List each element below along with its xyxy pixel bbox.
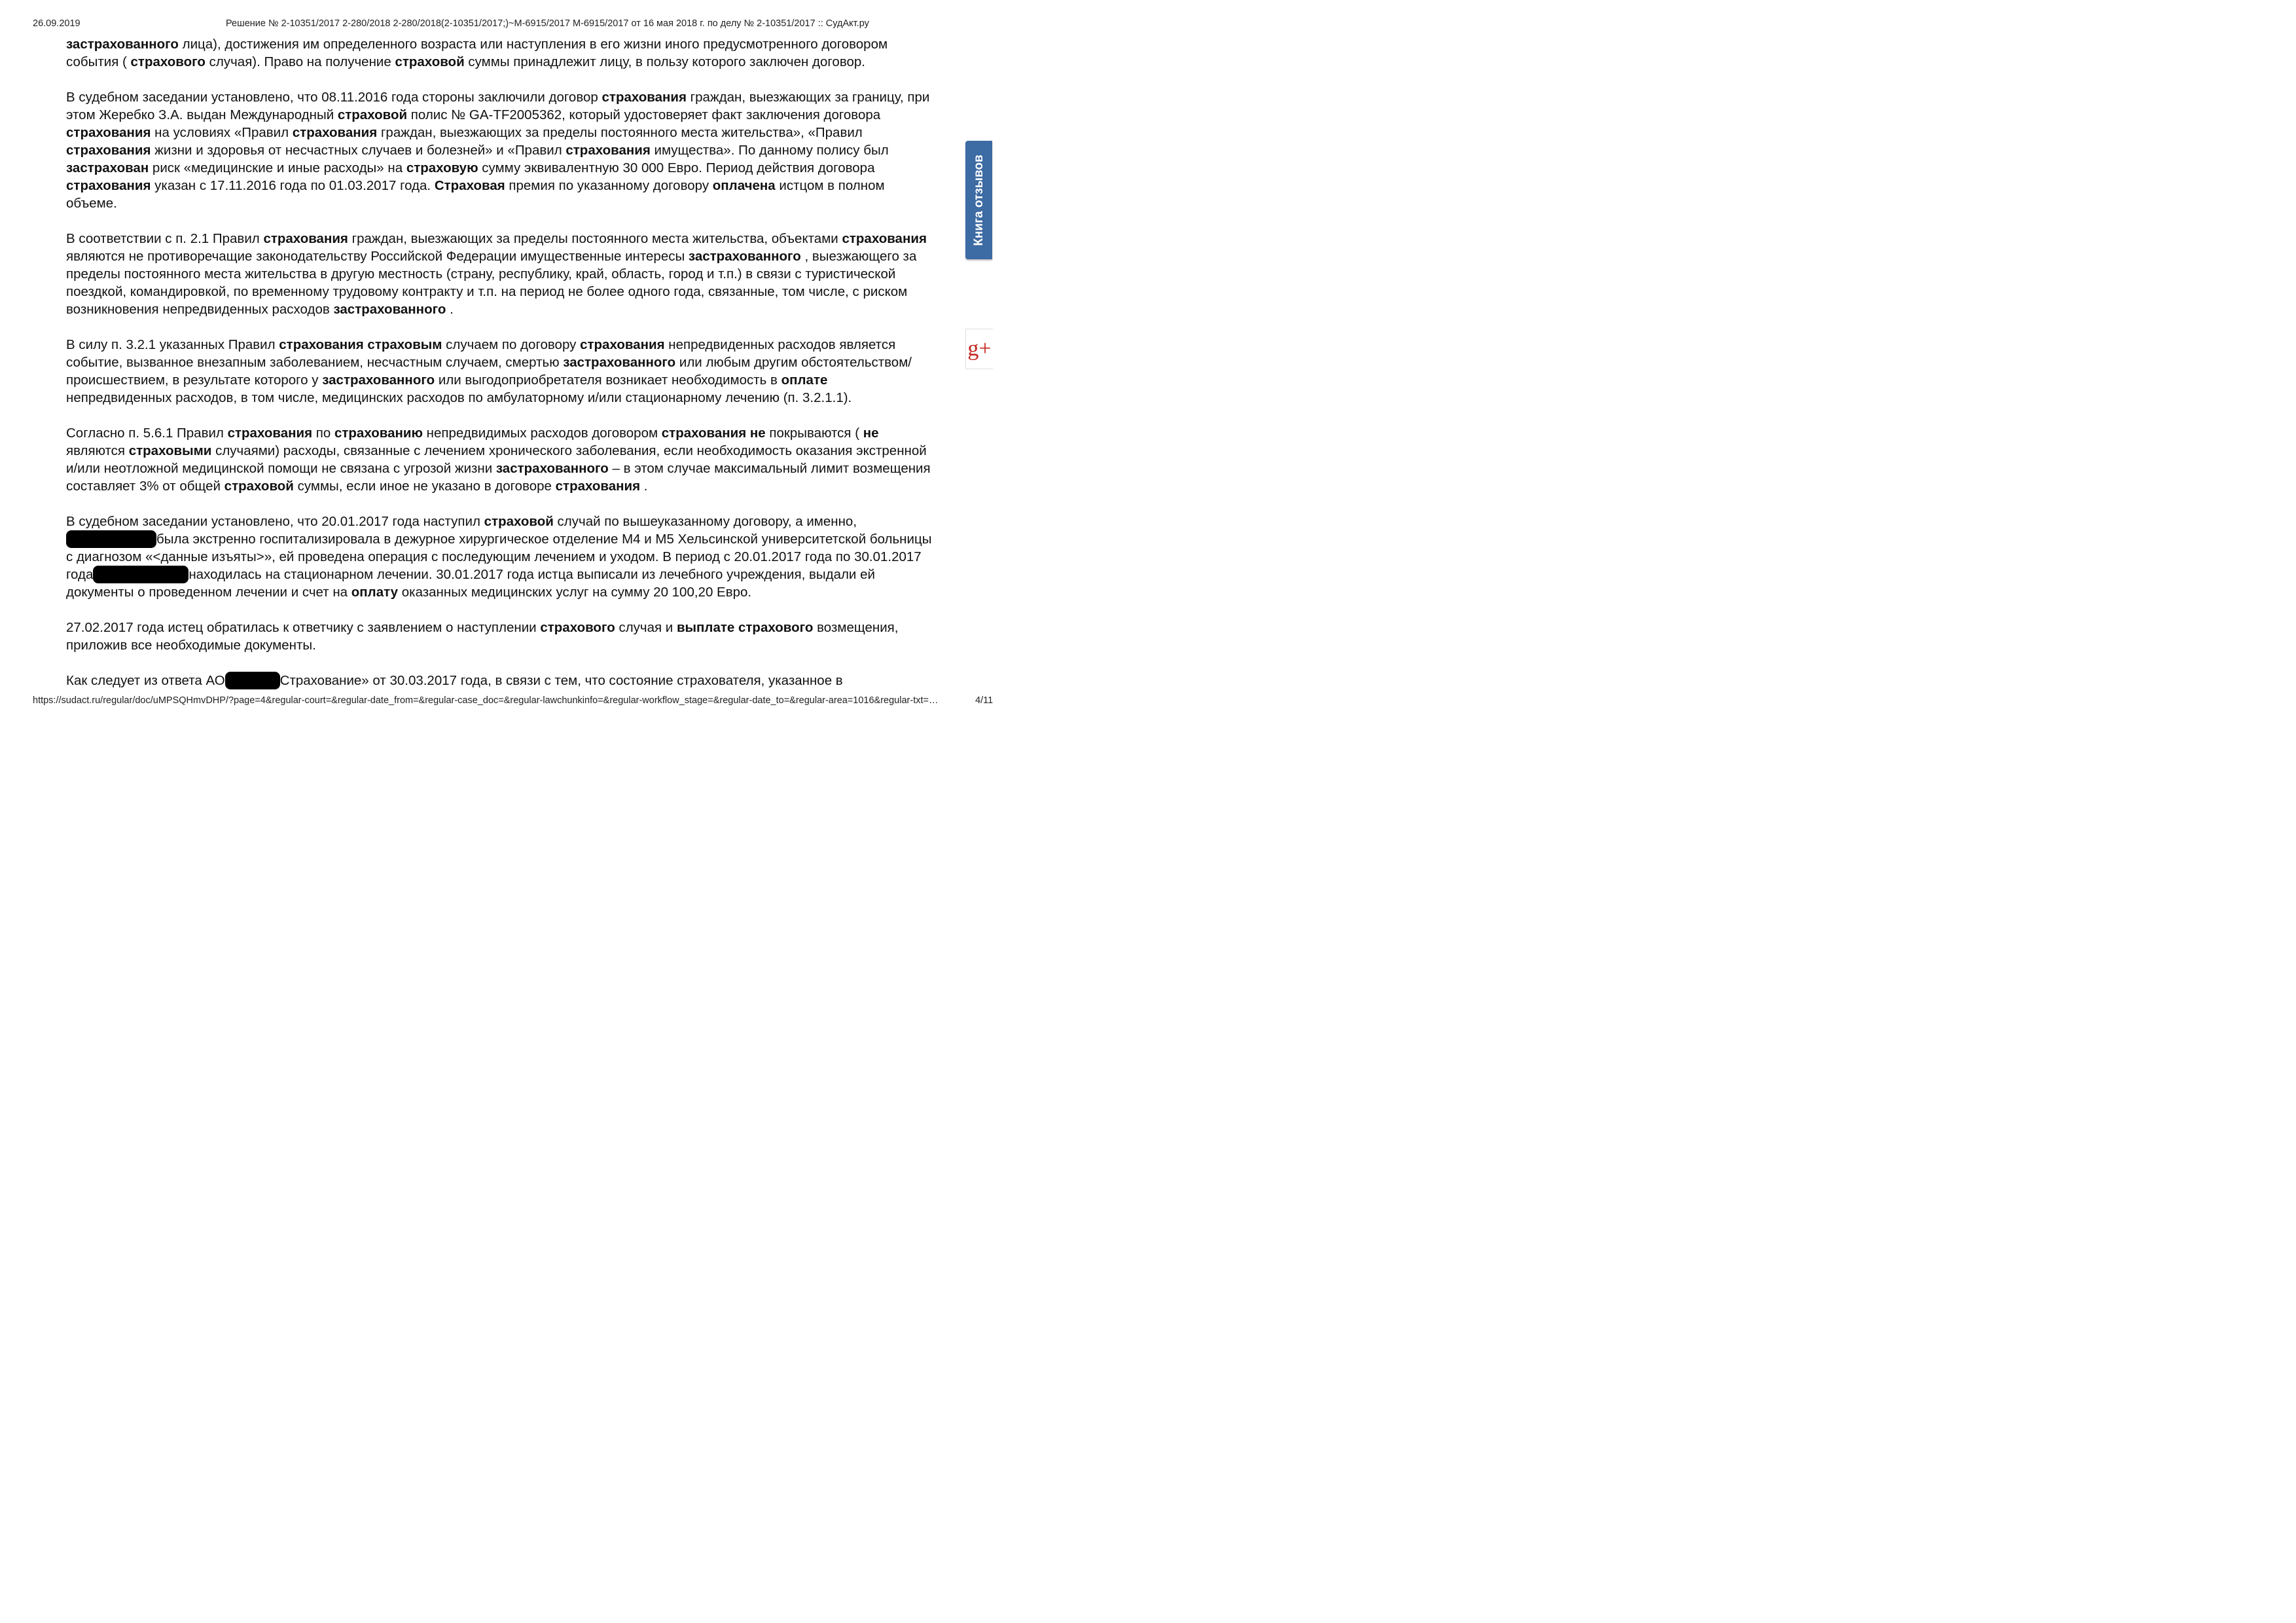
feedback-book-label: Книга отзывов	[971, 154, 986, 246]
redaction-mark	[225, 672, 280, 689]
text-run: полис № GA-TF2005362, который удостоверяет факт заключения договора	[407, 107, 881, 122]
text-run: случая и	[615, 620, 677, 635]
highlighted-term: не	[863, 426, 879, 441]
text-run: Как следует из ответа АО	[66, 673, 225, 688]
text-run: являются не противоречащие законодательству Российской Федерации имущественные интересы	[66, 249, 689, 264]
print-date: 26.09.2019	[33, 18, 81, 29]
text-run: В силу п. 3.2.1 указанных Правил	[66, 337, 279, 352]
highlighted-term: страхового	[540, 620, 615, 635]
highlighted-term: застрахованного	[495, 461, 609, 476]
highlighted-term: оплате	[781, 373, 828, 388]
text-run: граждан, выезжающих за пределы постоянного места жительства», «Правил	[377, 125, 863, 140]
text-run: на условиях «Правил	[151, 125, 293, 140]
highlighted-term: страхования	[842, 231, 927, 246]
text-run: случай по вышеуказанному договору, а именно,	[553, 514, 857, 529]
highlighted-term: оплату	[351, 585, 399, 600]
text-run: жизни и здоровья от несчастных случаев и болезней» и «Правил	[151, 143, 566, 158]
text-run: 27.02.2017 года истец обратилась к ответчику с заявлением о наступлении	[66, 620, 541, 635]
text-run: по	[312, 426, 334, 441]
text-run: суммы, если иное не указано в договоре	[293, 479, 556, 494]
text-run: В судебном заседании установлено, что 20.01.2017 года наступил	[66, 514, 484, 529]
highlighted-term: страховой	[337, 107, 408, 122]
text-run: премия по указанному договору	[505, 178, 713, 193]
highlighted-term: страховыми	[128, 443, 212, 458]
text-run: была экстренно госпитализировала в дежурное хирургическое отделение М4 и М5 Хельсинской университетской больницы с диагнозом «<данные изъяты>», ей проведена операция с последующим лечением и уходом. В период с 20.01.2017 года по 30.01.2017 года	[66, 532, 932, 582]
paragraph	[66, 336, 937, 407]
text-run: – в этом случае максимальный лимит возмещения составляет 3% от общей	[66, 461, 931, 494]
print-url: https://sudact.ru/regular/doc/uMPSQHmvDHP/?page=4&regular-court=&regular-date_from=&regular-case_doc=&regular-lawchunkinfo=&regular-workflow_stage=&regular-date_to=&regular-area=1016&regular-txt=…	[33, 695, 939, 706]
text-run: или любым другим обстоятельством/ происшествием, в результате которого у	[66, 355, 912, 388]
text-run: случаями) расходы, связанные с лечением хронического заболевания, если необходимость оказания экстренной и/или неотложной медицинской помощи не связана с угрозой жизни	[66, 443, 927, 476]
highlighted-term: оплачена	[712, 178, 776, 193]
highlighted-term: страхования	[66, 143, 151, 158]
highlighted-term: страхования	[292, 125, 378, 140]
google-plus-button[interactable]	[965, 329, 993, 369]
text-run: являются	[66, 443, 129, 458]
paragraph	[66, 513, 937, 601]
text-run: сумму эквивалентную 30 000 Евро. Период действия договора	[478, 160, 875, 175]
paragraph	[66, 35, 937, 71]
highlighted-term: страхования	[66, 178, 151, 193]
highlighted-term: страхового	[130, 54, 206, 69]
text-run: граждан, выезжающих за границу, при этом Жеребко З.А. выдан Международный	[66, 90, 930, 122]
text-run: или выгодоприобретателя возникает необходимость в	[435, 373, 781, 388]
paragraph	[66, 619, 937, 654]
text-run: непредвидимых расходов договором	[422, 426, 662, 441]
highlighted-term: страховой	[395, 54, 465, 69]
paragraph	[66, 88, 937, 212]
highlighted-term: страхования	[66, 125, 151, 140]
text-run: возмещения, приложив все необходимые документы.	[66, 620, 899, 653]
text-run: , выезжающего за пределы постоянного места жительства в другую местность (страну, республику, край, область, город и т.п.) в связи с туристической поездкой, командировкой, по временному трудовому контракту и т.п. на период не более одного года, связанные, том числе, с риском возникновения непредвиденных расходов	[66, 249, 917, 317]
text-run: .	[640, 479, 648, 494]
highlighted-term: застрахованного	[66, 37, 179, 52]
highlighted-term: страховую	[406, 160, 478, 175]
print-page-number: 4/11	[975, 695, 994, 706]
highlighted-term: застрахованного	[688, 249, 801, 264]
text-run: риск «медицинские и иные расходы» на	[149, 160, 406, 175]
text-run: указан с 17.11.2016 года по 01.03.2017 года.	[151, 178, 435, 193]
paragraph	[66, 424, 937, 495]
text-run: находилась на стационарном лечении. 30.01.2017 года истца выписали из лечебного учреждения, выдали ей документы о проведенном лечении и счет на	[66, 567, 875, 600]
text-run: .	[446, 302, 454, 317]
text-run: лица), достижения им определенного возраста или наступления в его жизни иного предусмотренного договором события (	[66, 37, 888, 69]
document-body	[66, 35, 937, 707]
google-plus-icon: g+	[967, 337, 992, 361]
highlighted-term: застрахованного	[563, 355, 676, 370]
highlighted-term: застрахован	[66, 160, 149, 175]
highlighted-term: страхования	[263, 231, 348, 246]
text-run: имущества». По данному полису был	[650, 143, 889, 158]
text-run: покрываются (	[765, 426, 863, 441]
highlighted-term: Страховая	[434, 178, 505, 193]
highlighted-term: страхования	[565, 143, 651, 158]
highlighted-term: страхования	[580, 337, 665, 352]
text-run: непредвиденных расходов является событие, вызванное внезапным заболеванием, несчастным случаем, смертью	[66, 337, 896, 370]
redaction-mark	[66, 530, 156, 548]
highlighted-term: страхования страховым	[279, 337, 442, 352]
text-run: непредвиденных расходов, в том числе, медицинских расходов по амбулаторному и/или стационарному лечению (п. 3.2.1.1).	[66, 390, 852, 405]
text-run: Согласно п. 5.6.1 Правил	[66, 426, 228, 441]
highlighted-term: страховой	[484, 514, 554, 529]
text-run: случая). Право на получение	[205, 54, 395, 69]
highlighted-term: страхования	[601, 90, 687, 105]
text-run: граждан, выезжающих за пределы постоянного места жительства, объектами	[348, 231, 842, 246]
text-run: Страхование» от 30.03.2017 года, в связи с тем, что состояние страхователя, указанное в	[279, 673, 843, 688]
redaction-mark	[93, 566, 188, 583]
highlighted-term: страхования не	[661, 426, 766, 441]
feedback-book-tab[interactable]	[965, 141, 992, 259]
text-run: оказанных медицинских услуг на сумму 20 100,20 Евро.	[398, 585, 752, 600]
paragraph	[66, 230, 937, 318]
text-run: суммы принадлежит лицу, в пользу которого заключен договор.	[464, 54, 865, 69]
text-run: случаем по договору	[442, 337, 581, 352]
print-page-title: Решение № 2-10351/2017 2-280/2018 2-280/2018(2-10351/2017;)~М-6915/2017 М-6915/2017 от 16 мая 2018 г. по делу № 2-10351/2017 :: СудАкт.ру	[226, 18, 869, 29]
highlighted-term: страхованию	[334, 426, 423, 441]
highlighted-term: страховой	[224, 479, 294, 494]
highlighted-term: застрахованного	[322, 373, 435, 388]
highlighted-term: застрахованного	[333, 302, 446, 317]
text-run: В соответствии с п. 2.1 Правил	[66, 231, 264, 246]
paragraph	[66, 672, 937, 689]
text-run: В судебном заседании установлено, что 08.11.2016 года стороны заключили договор	[66, 90, 602, 105]
highlighted-term: страхования	[227, 426, 313, 441]
highlighted-term: страхования	[555, 479, 641, 494]
text-run: истцом в полном объеме.	[66, 178, 885, 211]
highlighted-term: выплате страхового	[676, 620, 814, 635]
